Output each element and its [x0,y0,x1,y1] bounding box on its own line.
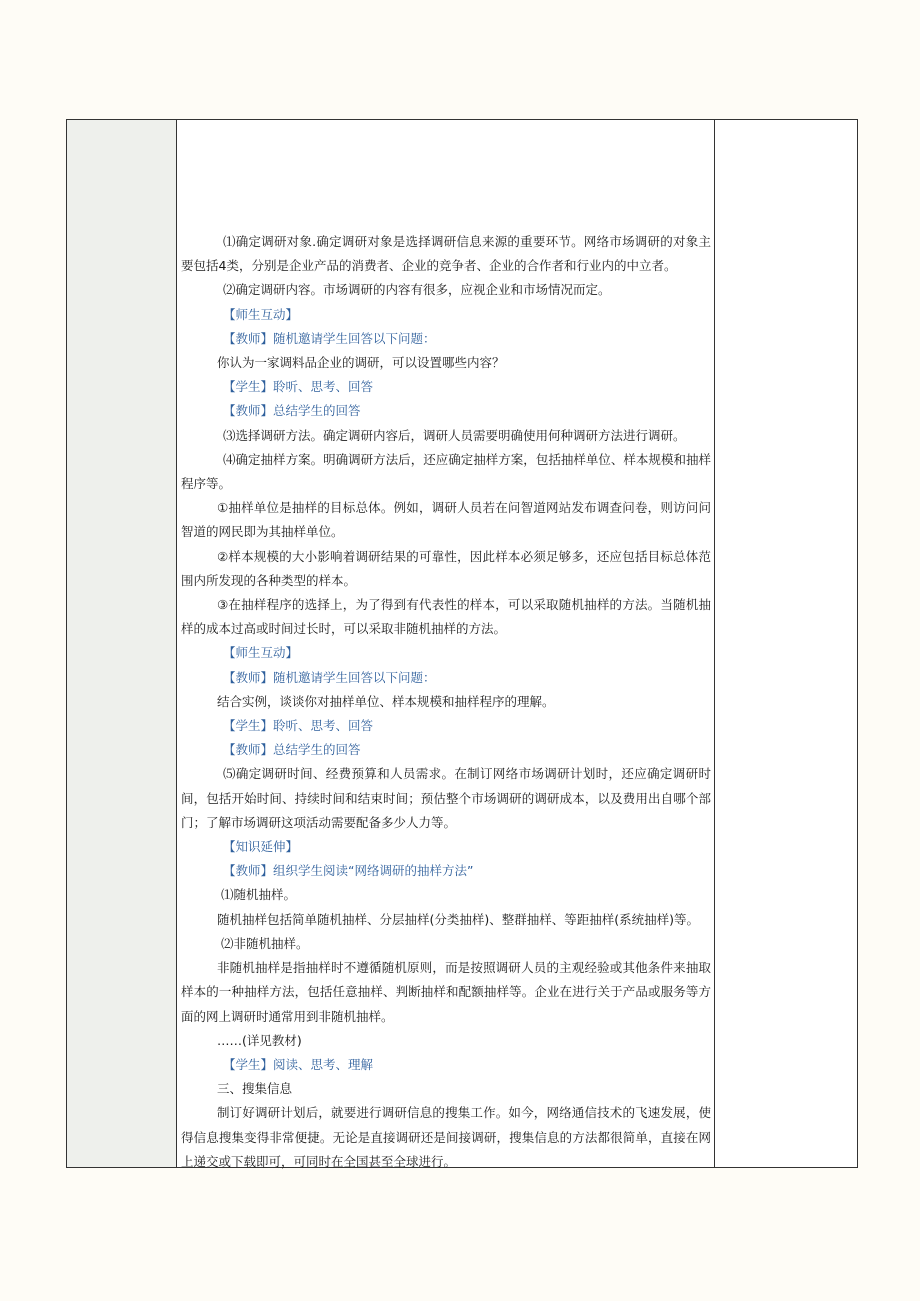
paragraph: 三、搜集信息 [217,1081,293,1097]
interaction-heading: 【知识延伸】 [223,839,299,855]
paragraph: ⑴随机抽样。 [221,887,297,903]
interaction-heading: 【学生】聆听、思考、回答 [223,379,374,395]
interaction-heading: 【师生互动】 [223,306,299,322]
paragraph: 制订好调研计划后，就要进行调研信息的搜集工作。如今，网络通信技术的飞速发展，使得信息搜集变得非常便捷。无论是直接调研还是间接调研，搜集信息的方法都很简单，直接在网上递交或下载即可，可同时在全国甚至全球进行。 [181,1105,711,1169]
interaction-heading: 【教师】随机邀请学生回答以下问题： [223,669,436,685]
lesson-content [181,230,711,1174]
right-column [715,120,857,1167]
paragraph: 非随机抽样是指抽样时不遵循随机原则，而是按照调研人员的主观经验或其他条件来抽取样本的一种抽样方法，包括任意抽样、判断抽样和配额抽样等。企业在进行关于产品或服务等方面的网上调研时通常用到非随机抽样。 [181,960,711,1024]
interaction-heading: 【教师】总结学生的回答 [223,742,361,758]
paragraph: ⑵非随机抽样。 [221,935,309,951]
interaction-heading: 【师生互动】 [223,645,299,661]
main-column [177,120,715,1167]
paragraph: ……(详见教材) [217,1032,302,1048]
paragraph: ⑶选择调研方法。确定调研内容后，调研人员需要明确使用何种调研方法进行调研。 [223,427,686,443]
paragraph: ⑷确定抽样方案。明确调研方法后，还应确定抽样方案，包括抽样单位、样本规模和抽样程序等。 [181,451,711,492]
paragraph: 你认为一家调料品企业的调研，可以设置哪些内容？ [217,355,505,371]
interaction-heading: 【学生】聆听、思考、回答 [223,718,374,734]
paragraph: 结合实例，谈谈你对抽样单位、样本规模和抽样程序的理解。 [217,693,555,709]
interaction-heading: 【教师】组织学生阅读“网络调研的抽样方法” [223,863,474,879]
paragraph: ③在抽样程序的选择上，为了得到有代表性的样本，可以采取随机抽样的方法。当随机抽样的成本过高或时间过长时，可以采取非随机抽样的方法。 [181,597,711,637]
paragraph: 随机抽样包括简单随机抽样、分层抽样(分类抽样)、整群抽样、等距抽样(系统抽样)等。 [217,911,700,927]
paragraph: ⑵确定调研内容。市场调研的内容有很多，应视企业和市场情况而定。 [223,282,611,298]
paragraph: ②样本规模的大小影响着调研结果的可靠性，因此样本必须足够多，还应包括目标总体范围内所发现的各种类型的样本。 [181,548,711,588]
lesson-table [66,119,858,1168]
left-column [67,120,177,1167]
interaction-heading: 【教师】随机邀请学生回答以下问题： [223,330,436,346]
interaction-heading: 【教师】总结学生的回答 [223,403,361,419]
paragraph: ①抽样单位是抽样的目标总体。例如，调研人员若在问智道网站发布调查问卷，则访问问智道的网民即为其抽样单位。 [181,500,711,540]
paragraph: ⑸确定调研时间、经费预算和人员需求。在制订网络市场调研计划时，还应确定调研时间，包括开始时间、持续时间和结束时间；预估整个市场调研的调研成本，以及费用出自哪个部门；了解市场调研这项活动需要配备多少人力等。 [181,766,711,830]
interaction-heading: 【学生】阅读、思考、理解 [223,1056,374,1072]
paragraph: ⑴确定调研对象.确定调研对象是选择调研信息来源的重要环节。网络市场调研的对象主要包括4类，分别是企业产品的消费者、企业的竞争者、企业的合作者和行业内的中立者。 [181,234,711,274]
